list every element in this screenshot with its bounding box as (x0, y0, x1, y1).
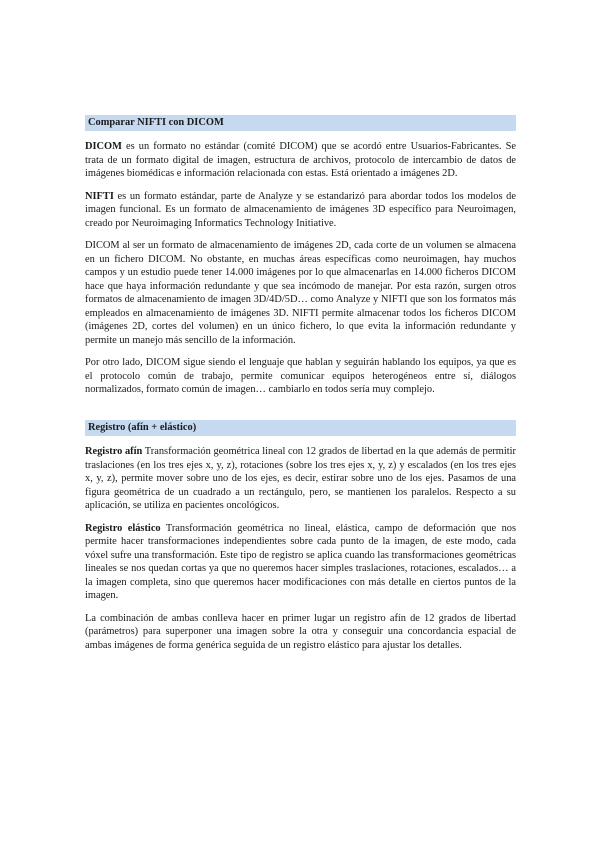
paragraph-text: La combinación de ambas conlleva hacer en primer lugar un registro afín de 12 grados de libertad (parámetros) para superponer una imagen sobre la otra y conseguir una concordancia espacial de ambas imágenes de forma genérica seguida de un registro elástico para ajustar los detalles. (85, 612, 516, 651)
paragraph-dicom (85, 140, 516, 181)
paragraph-lead: Registro elástico (85, 522, 161, 534)
paragraph-registro-elastico (85, 522, 516, 603)
paragraph-combinacion (85, 612, 516, 653)
paragraph-nifti (85, 190, 516, 231)
paragraph-text: Transformación geométrica no lineal, elástica, campo de deformación que nos permite hacer transformaciones independientes sobre cada punto de la imagen, de este modo, cada vóxel sufre una transformación. Este tipo de registro se aplica cuando las transformaciones geométricas lineales se nos quedan cortas ya que no queremos hacer simples traslaciones, rotaciones, escalados… a la imagen completa, sino que queremos hacer modificaciones con más detalle en ciertos puntos de la imagen. (85, 522, 517, 601)
paragraph-protocol (85, 356, 516, 397)
section-registro (85, 420, 516, 661)
section-heading: Comparar NIFTI con DICOM (85, 115, 516, 131)
paragraph-text: DICOM al ser un formato de almacenamiento de imágenes 2D, cada corte de un volumen se almacena en un fichero DICOM. No obstante, en muchas áreas específicas como neuroimagen, hay muchos campos y un estudio puede tener 14.000 imágenes por lo que almacenarlas en 14.000 ficheros DICOM hace que haya información redundante y que sea incómodo de manejar. Por esta razón, surgen otros formatos de almacenamiento de imagen 3D/4D/5D… como Analyze y NIFTI que son los formatos más empleados en almacenamiento de imágenes 3D. NIFTI permite almacenar todos los ficheros DICOM (imágenes 2D, cortes del volumen) en un único fichero, lo que evita la información redundante y permite un manejo más sencillo de la información. (85, 240, 516, 346)
paragraph-text: es un formato estándar, parte de Analyze y se estandarizó para abordar todos los modelos de imagen funcional. Es un formato de almacenamiento de imágenes 3D específico para Neuroimagen, creado por Neuroimaging Informatics Technology Initiative. (85, 190, 516, 229)
paragraph-text: Transformación geométrica lineal con 12 grados de libertad en la que además de permitir traslaciones (en los tres ejes x, y, z), rotaciones (sobre los tres ejes x, y, z) y escalados (en los tres ejes x, y, z), permite mover sobre uno de los ejes, es decir, estirar sobre uno de los ejes. Pasamos de una figura geométrica de un cuadrado a un rectángulo, pero, se mantienen los paralelos. Respecto a su aplicación, se utiliza en pacientes oncológicos. (85, 446, 516, 511)
section-nifti-dicom (85, 115, 516, 406)
paragraph-registro-afin (85, 445, 516, 513)
section-heading: Registro (afín + elástico) (85, 420, 516, 436)
paragraph-storage (85, 239, 516, 347)
paragraph-text: Por otro lado, DICOM sigue siendo el lenguaje que hablan y seguirán hablando los equipos, ya que es el protocolo común de trabajo, permite comunicar equipos heterogéneos entre sí, diálogos normalizados, formato común de imagen… cambiarlo en todos sería muy complejo. (85, 357, 516, 395)
paragraph-lead: DICOM (85, 141, 122, 152)
paragraph-lead: Registro afín (85, 446, 143, 457)
paragraph-lead: NIFTI (85, 190, 114, 202)
paragraph-text: es un formato no estándar (comité DICOM) que se acordó entre Usuarios-Fabricantes. Se trata de un formato digital de imagen, estructura de archivos, protocolo de intercambio de datos de imágenes biomédicas e información relacionada con estas. Está orientado a imágenes 2D. (85, 141, 516, 179)
